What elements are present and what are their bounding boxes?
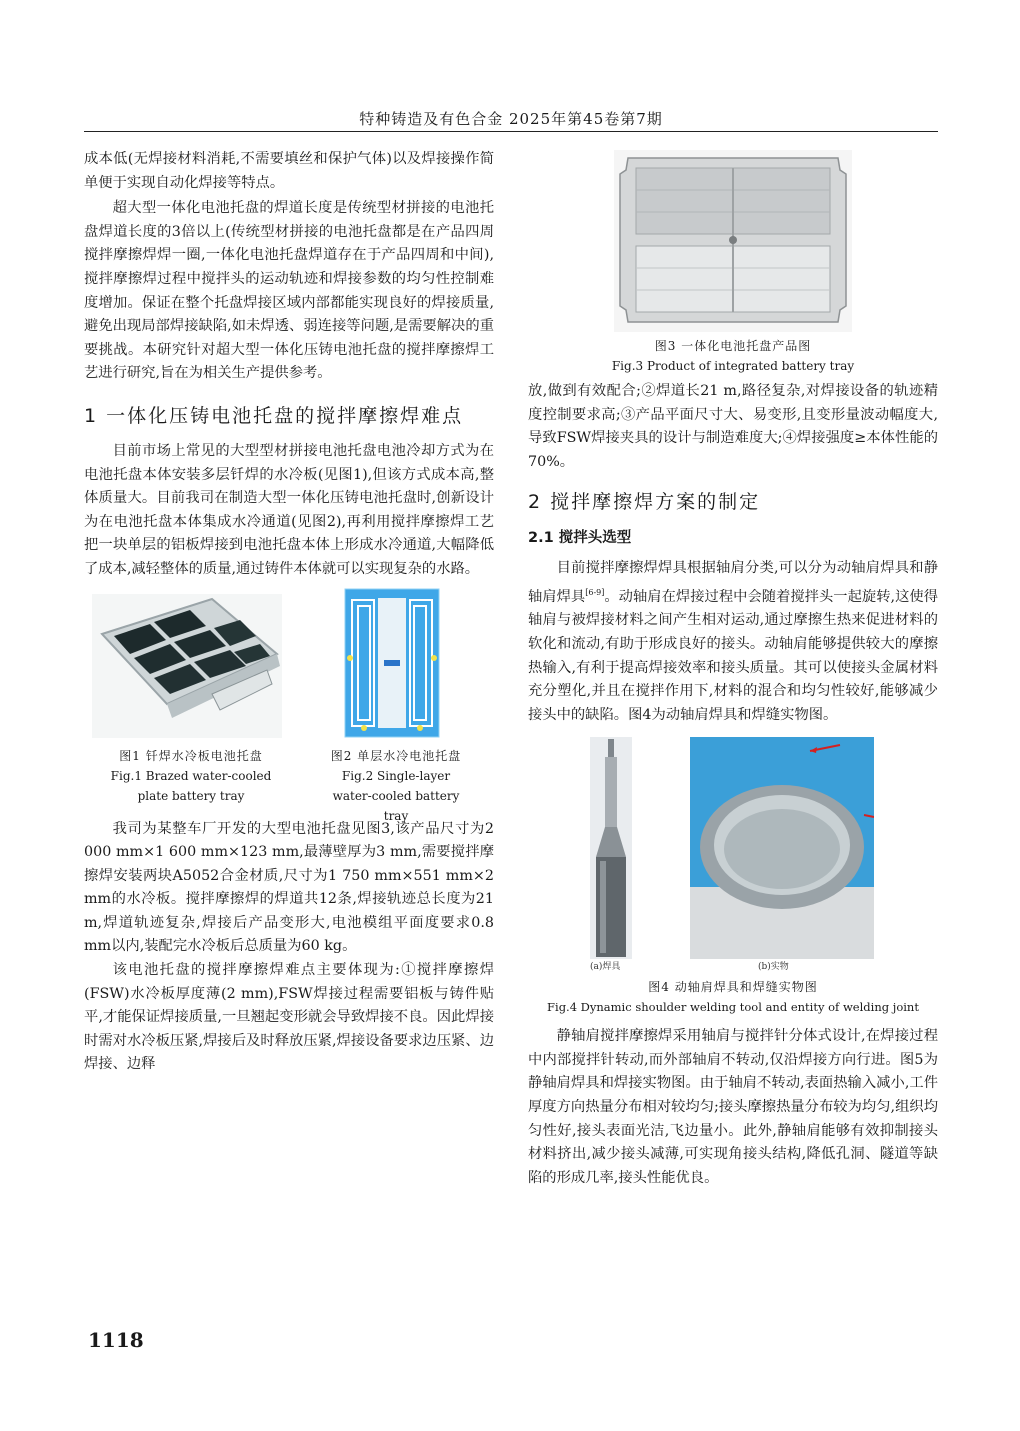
- figure-1-caption-cn: 图1 钎焊水冷板电池托盘: [119, 748, 263, 763]
- figure-1-image: [92, 594, 282, 738]
- figure-2-caption-en: Fig.2 Single-layer water-cooled battery tray: [332, 768, 460, 823]
- figure-4a-label: (a)焊具: [590, 962, 621, 973]
- figure-4a-image: [590, 737, 632, 959]
- journal-header-text: 特种铸造及有色合金 2025年第45卷第7期: [359, 110, 663, 128]
- figure-3-caption-en: Fig.3 Product of integrated battery tray: [611, 359, 855, 373]
- paragraph-6: 放,做到有效配合;②焊道长21 m,路径复杂,对焊接设备的轨迹精度控制要求高;③产品平面尺寸大、易变形,且变形量波动幅度大,导致FSW焊接夹具的设计与制造难度大;④焊接强度≥本体性能的70%。: [528, 383, 938, 470]
- paragraph-7-part-a: 目前搅拌摩擦焊焊具根据轴肩分类,可以分为动轴肩焊具和静轴肩焊具: [528, 560, 938, 605]
- paragraph-8: 静轴肩搅拌摩擦焊采用轴肩与搅拌针分体式设计,在焊接过程中内部搅拌针转动,而外部轴肩不转动,仅沿焊接方向行进。图5为静轴肩焊具和焊接实物图。由于轴肩不转动,表面热输入减小,工件厚度方向热量分布相对较均匀;接头摩擦热量分布较为均匀,组织均匀性好,接头表面光洁,飞边量小。此外,静轴肩能够有效抑制接头材料挤出,减少接头减薄,可实现角接头结构,降低孔洞、隧道等缺陷的形成几率,接头性能优良。: [528, 1028, 938, 1186]
- right-column: [528, 148, 938, 1190]
- figure-4-caption-cn: 图4 动轴肩焊具和焊缝实物图: [648, 980, 818, 995]
- figure-4b-label: (b)实物: [758, 962, 789, 973]
- citation-ref-6-9: [6-9]: [585, 587, 605, 597]
- section-2-heading: 2 搅拌摩擦焊方案的制定: [528, 491, 761, 514]
- section-1-heading: 1 一体化压铸电池托盘的搅拌摩擦焊难点: [84, 404, 464, 427]
- figure-3-image: [614, 150, 852, 332]
- paragraph-4: 我司为某整车厂开发的大型电池托盘见图3,该产品尺寸为2 000 mm×1 600 mm×123 mm,最薄壁厚为3 mm,需要搅拌摩擦焊安装两块A5052合金材质,尺寸为1 750 mm×551 mm×2 mm的水冷板。搅拌摩擦焊的焊道共12条,焊接轨迹总长度为21 m,焊道轨迹复杂,焊接后产品变形大,电池模组平面度要求0.8 mm以内,装配完水冷板后总质量为60 kg。: [84, 820, 494, 955]
- figure-2-caption-cn: 图2 单层水冷电池托盘: [330, 748, 462, 763]
- figure-4-caption-en: Fig.4 Dynamic shoulder welding tool and entity of welding joint: [547, 1000, 919, 1015]
- paragraph-3: 目前市场上常见的大型型材拼接电池托盘电池冷却方式为在电池托盘本体安装多层钎焊的水冷板(见图1),但该方式成本高,整体质量大。目前我司在制造大型一体化压铸电池托盘时,创新设计为在电池托盘本体集成水冷通道(见图2),再利用搅拌摩擦焊工艺把一块单层的铝板焊接到电池托盘本体上形成水冷通道,大幅降低了成本,减轻整体的质量,通过铸件本体就可以实现复杂的水路。: [84, 442, 494, 577]
- subsection-2-1-heading: 2.1 搅拌头选型: [528, 530, 632, 547]
- figure-row-1-2: [84, 588, 494, 823]
- paragraph-7: [528, 557, 938, 727]
- figure-3-caption-cn: 图3 一体化电池托盘产品图: [654, 339, 812, 353]
- figure-4b-image: [690, 737, 874, 959]
- paragraph-2: 超大型一体化电池托盘的焊道长度是传统型材拼接的电池托盘焊道长度的3倍以上(传统型材拼接的电池托盘都是在产品四周搅拌摩擦焊焊一圈,一体化电池托盘焊道存在于产品四周和中间),搅拌摩擦焊过程中搅拌头的运动轨迹和焊接参数的均匀性控制难度增加。保证在整个托盘焊接区域内部都能实现良好的焊接质量,避免出现局部焊接缺陷,如未焊透、弱连接等问题,是需要解决的重要挑战。本研究针对超大型一体化压铸电池托盘的搅拌摩擦焊工艺进行研究,旨在为相关生产提供参考。: [84, 200, 494, 382]
- figure-3-caption: [528, 336, 938, 376]
- left-column: [84, 148, 494, 1077]
- figure-1-caption: [84, 746, 298, 806]
- paragraph-1: 成本低(无焊接材料消耗,不需要填丝和保护气体)以及焊接操作简单便于实现自动化焊接等特点。: [84, 151, 494, 191]
- page-number: 1118: [88, 1328, 144, 1352]
- figure-4-caption: [528, 977, 938, 1017]
- figure-2-image: [344, 588, 440, 738]
- paragraph-5: 该电池托盘的搅拌摩擦焊难点主要体现为:①搅拌摩擦焊(FSW)水冷板厚度薄(2 mm),FSW焊接过程需要铝板与铸件贴平,才能保证焊接质量,一旦翘起变形就会导致焊接不良。因此焊接时需对水冷板压紧,焊接后及时释放压紧,焊接设备要求边压紧、边焊接、边释: [84, 962, 494, 1073]
- figure-4-image-wrap: [528, 737, 938, 977]
- paragraph-7-part-b: 。动轴肩在焊接过程中会随着搅拌头一起旋转,这使得轴肩与被焊接材料之间产生相对运动,通过摩擦生热来促进材料的软化和流动,有助于形成良好的接头。动轴肩能够提供较大的摩擦热输入,有利于提高焊接效率和接头质量。其可以使接头金属材料充分塑化,并且在搅拌作用下,材料的混合和均匀性较好,能够减少接头中的缺陷。图4为动轴肩焊具和焊缝实物图。: [528, 588, 938, 723]
- figure-1-caption-en: Fig.1 Brazed water-cooled plate battery tray: [110, 768, 272, 803]
- running-header: [84, 105, 938, 132]
- figure-2-caption: [306, 746, 486, 826]
- figure-3-image-wrap: [528, 148, 938, 334]
